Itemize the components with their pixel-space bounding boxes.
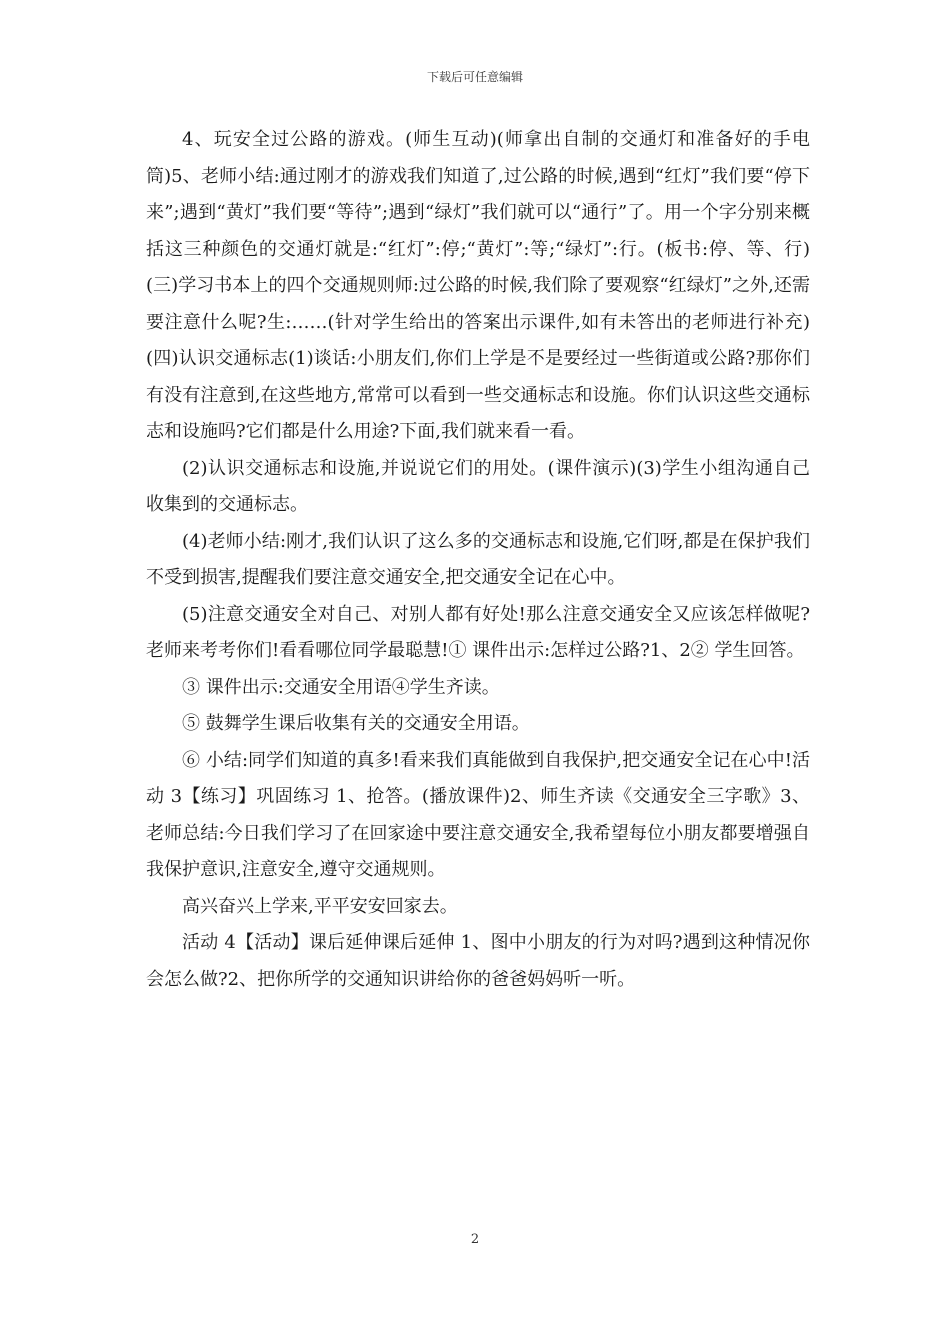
- paragraph: (5)注意交通安全对自己、对别人都有好处!那么注意交通安全又应该怎样做呢?老师来考考你们!看看哪位同学最聪慧!① 课件出示:怎样过公路?1、2② 学生回答。: [146, 603, 810, 661]
- page-number: 2: [470, 1232, 480, 1247]
- paragraph: ③ 课件出示:交通安全用语④学生齐读。: [182, 676, 500, 698]
- paragraph: (4)老师小结:刚才,我们认识了这么多的交通标志和设施,它们呀,都是在保护我们不受到损害,提醒我们要注意交通安全,把交通安全记在心中。: [146, 530, 810, 588]
- paragraph: 高兴奋兴上学来,平平安安回家去。: [182, 895, 458, 917]
- paragraph: (2)认识交通标志和设施,并说说它们的用处。(课件演示)(3)学生小组沟通自己收集到的交通标志。: [146, 457, 810, 515]
- document-body: [146, 122, 810, 998]
- paragraph: 活动 4【活动】课后延伸课后延伸 1、图中小朋友的行为对吗?遇到这种情况你会怎么做?2、把你所学的交通知识讲给你的爸爸妈妈听一听。: [146, 932, 810, 990]
- paragraph: 4、玩安全过公路的游戏。(师生互动)(师拿出自制的交通灯和准备好的手电筒)5、老师小结:通过刚才的游戏我们知道了,过公路的时候,遇到“红灯”我们要“停下来”;遇到“黄灯”我们要“等待”;遇到“绿灯”我们就可以“通行”了。用一个字分别来概括这三种颜色的交通灯就是:“红灯”:停;“黄灯”:等;“绿灯”:行。(板书:停、等、行)(三)学习书本上的四个交通规则师:过公路的时候,我们除了要观察“红绿灯”之外,还需要注意什么呢?生:……(针对学生给出的答案出示课件,如有未答出的老师进行补充)(四)认识交通标志(1)谈话:小朋友们,你们上学是不是要经过一些街道或公路?那你们有没有注意到,在这些地方,常常可以看到一些交通标志和设施。你们认识这些交通标志和设施吗?它们都是什么用途?下面,我们就来看一看。: [146, 129, 810, 442]
- page-header-note: 下载后可任意编辑: [426, 70, 523, 84]
- paragraph: ⑤ 鼓舞学生课后收集有关的交通安全用语。: [182, 713, 530, 734]
- paragraph: ⑥ 小结:同学们知道的真多!看来我们真能做到自我保护,把交通安全记在心中!活动 3【练习】巩固练习 1、抢答。(播放课件)2、师生齐读《交通安全三字歌》3、老师总结:今日我们学习了在回家途中要注意交通安全,我希望每位小朋友都要增强自我保护意识,注意安全,遵守交通规则。: [146, 749, 810, 880]
